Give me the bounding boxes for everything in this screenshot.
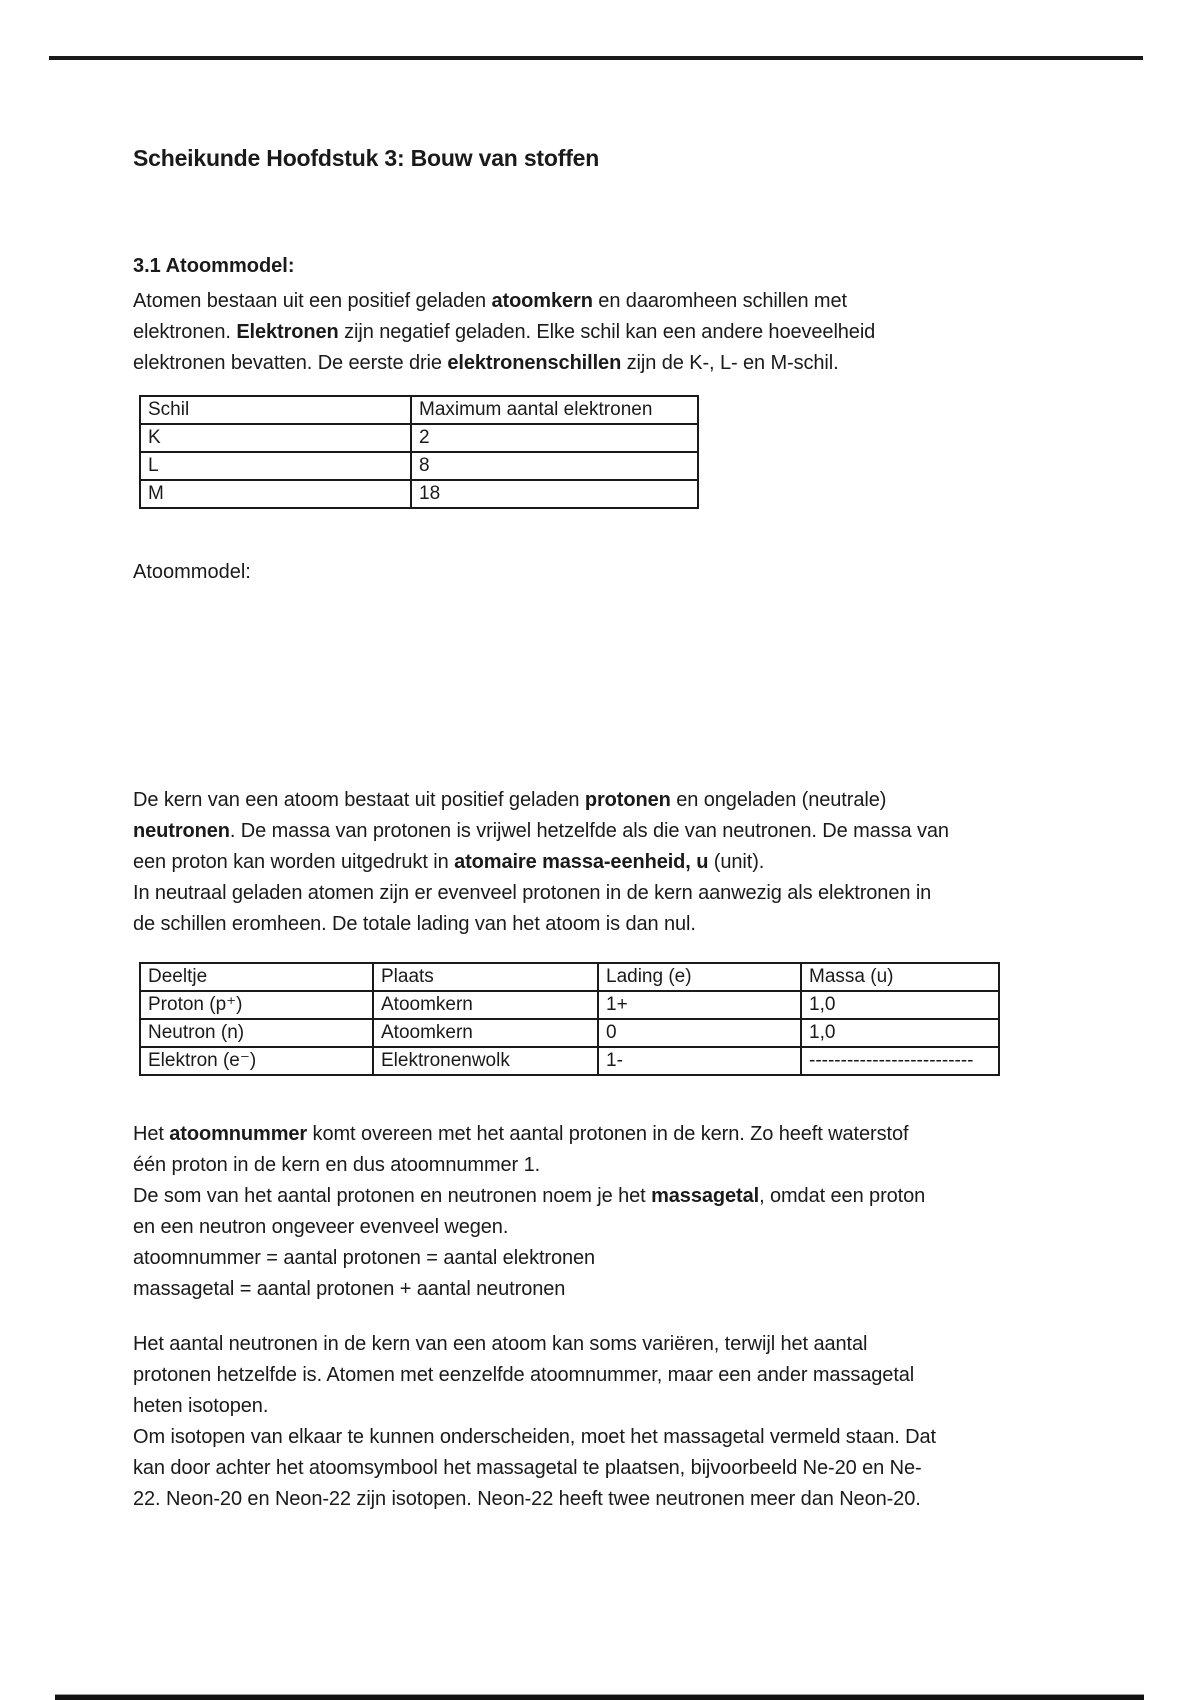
table-cell: Neutron (n): [140, 1019, 373, 1047]
text-run: De som van het aantal protonen en neutronen noem je het: [133, 1185, 652, 1207]
text-line: massagetal = aantal protonen + aantal neutronen: [133, 1278, 566, 1300]
text-line: [133, 317, 1093, 348]
table-cell: --------------------------: [801, 1047, 999, 1075]
column-header: Deeltje: [140, 963, 373, 991]
text-line: de schillen eromheen. De totale lading van het atoom is dan nul.: [133, 913, 696, 935]
table-cell: Elektronenwolk: [373, 1047, 598, 1075]
text-line: Het aantal neutronen in de kern van een atoom kan soms variëren, terwijl het aantal: [133, 1333, 868, 1355]
page-separator-bottom: [55, 1694, 1144, 1700]
text-line: één proton in de kern en dus atoomnummer 1.: [133, 1154, 541, 1176]
text-line: Om isotopen van elkaar te kunnen onderscheiden, moet het massagetal vermeld staan. Dat: [133, 1426, 936, 1448]
table-row: [140, 452, 698, 480]
column-header: Plaats: [373, 963, 598, 991]
text-run: Het: [133, 1123, 170, 1145]
table-cell: K: [140, 424, 411, 452]
shells-table: [139, 395, 699, 509]
text-line: heten isotopen.: [133, 1395, 269, 1417]
column-header: Lading (e): [598, 963, 801, 991]
text-run: . De massa van protonen is vrijwel hetzelfde als die van neutronen. De massa van: [229, 820, 949, 842]
column-header: Schil: [140, 396, 411, 424]
bold-text-run: atoomkern: [491, 290, 593, 312]
bold-text-run: massagetal: [651, 1185, 760, 1207]
table-row: [140, 424, 698, 452]
bold-text-run: elektronenschillen: [447, 352, 622, 374]
text-run: zijn de K-, L- en M-schil.: [621, 352, 839, 374]
table-row: [140, 480, 698, 508]
text-line: [133, 1119, 1093, 1150]
table-header-row: [140, 396, 698, 424]
table-row: [140, 1047, 999, 1075]
table-cell: L: [140, 452, 411, 480]
text-line: [133, 1181, 1093, 1212]
bold-text-run: atoomnummer: [169, 1123, 308, 1145]
text-run: De kern van een atoom bestaat uit positief geladen: [133, 789, 585, 811]
table-row: [140, 1019, 999, 1047]
text-run: elektronen.: [133, 321, 237, 343]
text-line: 22. Neon-20 en Neon-22 zijn isotopen. Neon-22 heeft twee neutronen meer dan Neon-20.: [133, 1488, 921, 1510]
text-line: protonen hetzelfde is. Atomen met eenzelfde atoomnummer, maar een ander massagetal: [133, 1364, 915, 1386]
table-cell: 1,0: [801, 1019, 999, 1047]
table-cell: Proton (p⁺): [140, 991, 373, 1019]
table-cell: 18: [411, 480, 698, 508]
column-header: Maximum aantal elektronen: [411, 396, 698, 424]
text-line: kan door achter het atoomsymbool het massagetal te plaatsen, bijvoorbeeld Ne-20 en Ne-: [133, 1457, 922, 1479]
paragraph-atoomnummer-massagetal: [133, 1119, 1093, 1305]
text-line: [133, 816, 1093, 847]
text-run: en daaromheen schillen met: [592, 290, 847, 312]
table-cell: Elektron (e⁻): [140, 1047, 373, 1075]
text-line: atoomnummer = aantal protonen = aantal elektronen: [133, 1247, 596, 1269]
bold-text-run: neutronen: [133, 820, 230, 842]
bold-text-run: atomaire massa-eenheid, u: [454, 851, 709, 873]
table-header-row: [140, 963, 999, 991]
text-line: [133, 286, 1093, 317]
table-cell: 1-: [598, 1047, 801, 1075]
paragraph-isotopen: [133, 1329, 1093, 1515]
atoommodel-label: Atoommodel:: [133, 561, 251, 583]
text-line: en een neutron ongeveer evenveel wegen.: [133, 1216, 509, 1238]
text-run: zijn negatief geladen. Elke schil kan een andere hoeveelheid: [338, 321, 876, 343]
page-title: Scheikunde Hoofdstuk 3: Bouw van stoffen: [133, 145, 600, 171]
text-run: (unit).: [708, 851, 765, 873]
text-run: een proton kan worden uitgedrukt in: [133, 851, 455, 873]
table-cell: 2: [411, 424, 698, 452]
text-run: Atomen bestaan uit een positief geladen: [133, 290, 492, 312]
table-cell: 8: [411, 452, 698, 480]
table-cell: Atoomkern: [373, 991, 598, 1019]
particles-table: [139, 962, 1000, 1076]
paragraph-kern-protonen: [133, 785, 1093, 940]
text-run: komt overeen met het aantal protonen in de kern. Zo heeft waterstof: [307, 1123, 909, 1145]
text-line: [133, 785, 1093, 816]
bold-text-run: Elektronen: [236, 321, 339, 343]
text-run: en ongeladen (neutrale): [670, 789, 887, 811]
text-line: In neutraal geladen atomen zijn er evenveel protonen in de kern aanwezig als elektronen in: [133, 882, 932, 904]
text-run: elektronen bevatten. De eerste drie: [133, 352, 448, 374]
text-line: [133, 847, 1093, 878]
page-separator-top: [49, 56, 1143, 60]
table-cell: 1,0: [801, 991, 999, 1019]
column-header: Massa (u): [801, 963, 999, 991]
table-cell: 0: [598, 1019, 801, 1047]
bold-text-run: protonen: [584, 789, 671, 811]
section-heading: 3.1 Atoommodel:: [133, 255, 295, 277]
paragraph-atoommodel-intro: [133, 286, 1093, 379]
table-cell: 1+: [598, 991, 801, 1019]
text-run: , omdat een proton: [759, 1185, 926, 1207]
text-line: [133, 348, 1093, 379]
table-cell: M: [140, 480, 411, 508]
table-row: [140, 991, 999, 1019]
table-cell: Atoomkern: [373, 1019, 598, 1047]
